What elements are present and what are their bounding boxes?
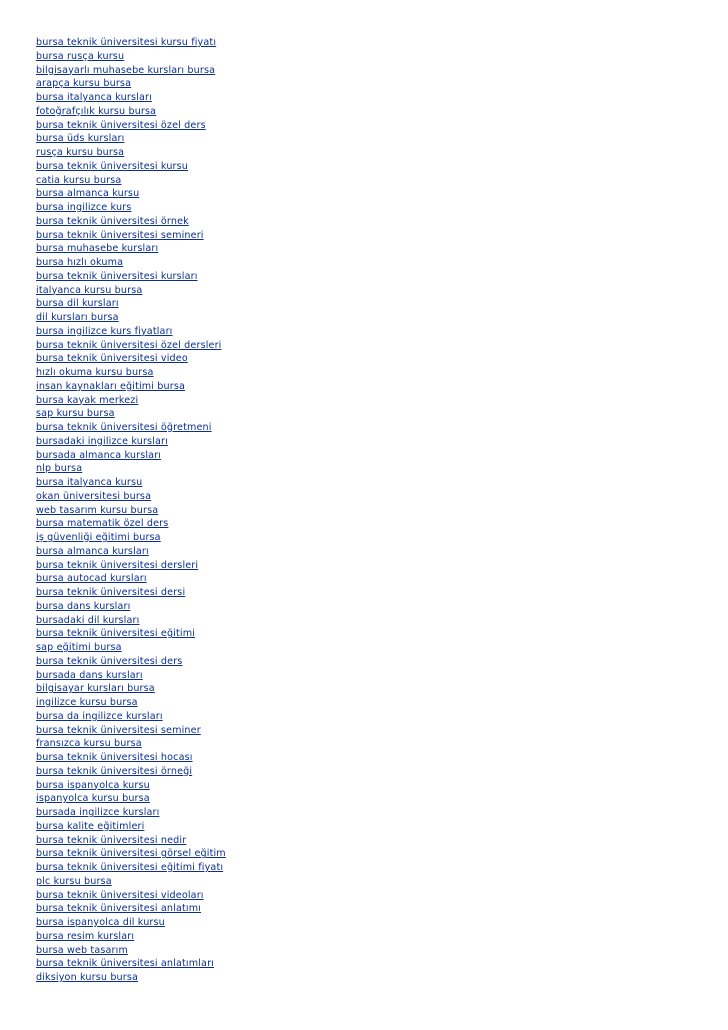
keyword-link[interactable]: bursa ispanyolca dil kursu	[36, 917, 165, 928]
list-item	[36, 748, 696, 762]
keyword-link[interactable]: sap kursu bursa	[36, 408, 115, 420]
list-item	[36, 88, 696, 102]
keyword-link[interactable]: bursa italyanca kursu	[36, 477, 143, 488]
keyword-link[interactable]: catia kursu bursa	[36, 174, 122, 186]
keyword-link[interactable]: bursa teknik üniversitesi semineri	[36, 229, 204, 241]
list-item	[36, 184, 696, 198]
list-item	[36, 267, 696, 281]
keyword-link[interactable]: italyanca kursu bursa	[36, 284, 143, 296]
keyword-link[interactable]: nlp bursa	[36, 463, 83, 475]
keyword-link[interactable]: bursadaki dil kursları	[36, 614, 140, 626]
keyword-link[interactable]: bursa resim kursları	[36, 930, 135, 942]
list-item	[36, 707, 696, 721]
keyword-link[interactable]: ispanyolca kursu bursa	[36, 793, 150, 805]
keyword-link[interactable]: dil kursları bursa	[36, 312, 119, 323]
keyword-link[interactable]: fotoğrafçılık kursu bursa	[36, 105, 157, 117]
keyword-link[interactable]: bursa teknik üniversitesi öğretmeni	[36, 422, 212, 433]
keyword-link[interactable]: bursa teknik üniversitesi kursu fiyatı	[36, 37, 217, 48]
list-item	[36, 74, 696, 88]
list-item	[36, 817, 696, 831]
list-item	[36, 776, 696, 790]
list-item	[36, 872, 696, 886]
list-item	[36, 528, 696, 542]
list-item	[36, 501, 696, 515]
list-item	[36, 432, 696, 446]
list-item	[36, 253, 696, 267]
list-item	[36, 377, 696, 391]
keyword-link[interactable]: bursa teknik üniversitesi anlatımı	[36, 903, 202, 915]
list-item	[36, 487, 696, 501]
list-item	[36, 968, 696, 982]
list-item	[36, 336, 696, 350]
keyword-link[interactable]: bursa muhasebe kursları	[36, 243, 159, 255]
keyword-link[interactable]: bursa teknik üniversitesi nedir	[36, 834, 187, 846]
list-item	[36, 927, 696, 941]
list-item	[36, 322, 696, 336]
keyword-link-list	[36, 33, 696, 982]
keyword-link[interactable]: bursa teknik üniversitesi hocası	[36, 752, 193, 763]
list-item	[36, 473, 696, 487]
keyword-link[interactable]: bursa teknik üniversitesi dersleri	[36, 559, 199, 571]
list-item	[36, 514, 696, 528]
list-item	[36, 239, 696, 253]
list-item	[36, 899, 696, 913]
keyword-link[interactable]: bursa teknik üniversitesi eğitimi fiyatı	[36, 862, 224, 873]
list-item	[36, 308, 696, 322]
keyword-link[interactable]: web tasarım kursu bursa	[36, 504, 159, 516]
keyword-link[interactable]: fransızca kursu bursa	[36, 738, 142, 750]
list-item	[36, 102, 696, 116]
list-item	[36, 129, 696, 143]
list-item	[36, 418, 696, 432]
keyword-link[interactable]: bursa teknik üniversitesi kursları	[36, 270, 198, 282]
keyword-link[interactable]: bursa almanca kursları	[36, 545, 149, 557]
list-item	[36, 693, 696, 707]
list-item	[36, 198, 696, 212]
keyword-link[interactable]: hızlı okuma kursu bursa	[36, 367, 154, 378]
keyword-link[interactable]: bursa teknik üniversitesi dersi	[36, 587, 186, 598]
list-item	[36, 569, 696, 583]
list-item	[36, 363, 696, 377]
list-item	[36, 954, 696, 968]
list-item	[36, 459, 696, 473]
keyword-link[interactable]: plc kursu bursa	[36, 875, 112, 887]
keyword-link[interactable]: bursa teknik üniversitesi özel ders	[36, 119, 206, 131]
list-item	[36, 61, 696, 75]
keyword-link[interactable]: bursada ingilizce kursları	[36, 807, 160, 818]
keyword-link[interactable]: bursa ingilizce kurs	[36, 202, 132, 213]
keyword-link[interactable]: bursa da ingilizce kursları	[36, 710, 163, 722]
keyword-link[interactable]: bursa dil kursları	[36, 298, 119, 310]
keyword-link[interactable]: bursa teknik üniversitesi videoları	[36, 889, 204, 901]
list-item	[36, 583, 696, 597]
list-item	[36, 556, 696, 570]
keyword-link[interactable]: bursada dans kursları	[36, 669, 143, 681]
document-page	[36, 33, 696, 982]
keyword-link[interactable]: bursa autocad kursları	[36, 573, 147, 585]
list-item	[36, 349, 696, 363]
keyword-link[interactable]: bursa kayak merkezi	[36, 394, 139, 406]
list-item	[36, 638, 696, 652]
keyword-link[interactable]: bursa üds kursları	[36, 133, 125, 145]
list-item	[36, 33, 696, 47]
list-item	[36, 171, 696, 185]
keyword-link[interactable]: bursa teknik üniversitesi kursu	[36, 160, 189, 172]
list-item	[36, 831, 696, 845]
keyword-link[interactable]: bursa ispanyolca kursu	[36, 779, 150, 791]
keyword-link[interactable]: bursa teknik üniversitesi seminer	[36, 724, 201, 736]
list-item	[36, 212, 696, 226]
keyword-link[interactable]: bursa teknik üniversitesi anlatımları	[36, 958, 214, 970]
list-item	[36, 666, 696, 680]
list-item	[36, 941, 696, 955]
list-item	[36, 652, 696, 666]
list-item	[36, 803, 696, 817]
keyword-link[interactable]: okan üniversitesi bursa	[36, 490, 152, 502]
list-item	[36, 734, 696, 748]
keyword-link[interactable]: bursa web tasarım	[36, 944, 128, 956]
list-item	[36, 624, 696, 638]
keyword-link[interactable]: iş güvenliği eğitimi bursa	[36, 532, 161, 543]
keyword-link[interactable]: insan kaynakları eğitimi bursa	[36, 380, 186, 392]
list-item	[36, 542, 696, 556]
keyword-link[interactable]: bursadaki ingilizce kursları	[36, 435, 168, 447]
keyword-link[interactable]: bursa rusça kursu	[36, 50, 125, 62]
list-item	[36, 789, 696, 803]
list-item	[36, 294, 696, 308]
keyword-link[interactable]: bursa dans kursları	[36, 600, 131, 612]
list-item	[36, 679, 696, 693]
keyword-link[interactable]: bursa teknik üniversitesi görsel eğitim	[36, 848, 226, 860]
keyword-link[interactable]: arapça kursu bursa	[36, 78, 132, 90]
list-item	[36, 143, 696, 157]
list-item	[36, 226, 696, 240]
list-item	[36, 391, 696, 405]
keyword-link[interactable]: bursa ingilizce kurs fiyatları	[36, 325, 173, 337]
keyword-link[interactable]: bursada almanca kursları	[36, 449, 162, 461]
list-item	[36, 886, 696, 900]
keyword-link[interactable]: bursa kalite eğitimleri	[36, 820, 145, 832]
keyword-link[interactable]: bursa teknik üniversitesi video	[36, 353, 188, 365]
keyword-link[interactable]: bilgisayar kursları bursa	[36, 683, 155, 695]
list-item	[36, 446, 696, 460]
keyword-link[interactable]: sap eğitimi bursa	[36, 642, 122, 653]
keyword-link[interactable]: bursa teknik üniversitesi örneği	[36, 765, 193, 777]
keyword-link[interactable]: bursa italyanca kursları	[36, 92, 152, 103]
keyword-link[interactable]: bursa hızlı okuma	[36, 257, 124, 268]
keyword-link[interactable]: bursa teknik üniversitesi özel dersleri	[36, 339, 222, 351]
keyword-link[interactable]: bursa teknik üniversitesi ders	[36, 655, 183, 667]
list-item	[36, 858, 696, 872]
list-item	[36, 762, 696, 776]
list-item	[36, 404, 696, 418]
keyword-link[interactable]: bursa almanca kursu	[36, 188, 140, 200]
keyword-link[interactable]: ingilizce kursu bursa	[36, 697, 138, 708]
keyword-link[interactable]: bursa teknik üniversitesi örnek	[36, 215, 189, 227]
keyword-link[interactable]: rusça kursu bursa	[36, 147, 125, 158]
keyword-link[interactable]: bursa matematik özel ders	[36, 518, 169, 530]
list-item	[36, 47, 696, 61]
list-item	[36, 157, 696, 171]
list-item	[36, 281, 696, 295]
list-item	[36, 844, 696, 858]
list-item	[36, 721, 696, 735]
list-item	[36, 597, 696, 611]
keyword-link[interactable]: bilgisayarlı muhasebe kursları bursa	[36, 64, 216, 76]
keyword-link[interactable]: diksiyon kursu bursa	[36, 972, 139, 983]
keyword-link[interactable]: bursa teknik üniversitesi eğitimi	[36, 628, 196, 640]
list-item	[36, 116, 696, 130]
list-item	[36, 913, 696, 927]
list-item	[36, 611, 696, 625]
